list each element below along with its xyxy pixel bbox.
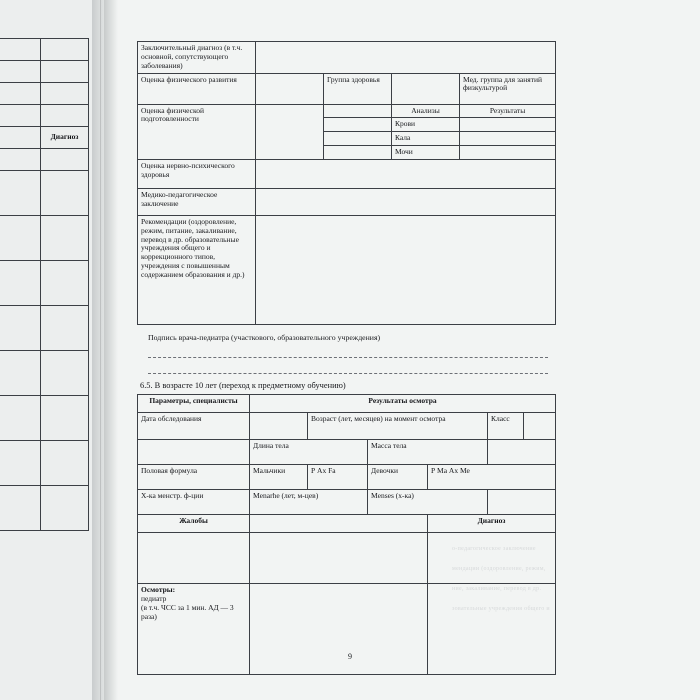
- label-body-length: Длина тела: [250, 440, 368, 465]
- label-menarhe: Menarhe (лет, м-цев): [250, 490, 368, 515]
- table-row: [138, 104, 556, 118]
- cell: [0, 105, 41, 127]
- cell-empty: [428, 533, 556, 584]
- signature-dashed-line-1: [148, 356, 548, 358]
- cell-empty: [138, 440, 250, 465]
- cell-empty: [460, 146, 556, 160]
- table-row: [0, 39, 89, 61]
- table-row: [138, 440, 556, 465]
- left-partial-table: [0, 38, 89, 531]
- table-row: [138, 413, 556, 440]
- table-row: [0, 441, 89, 486]
- cell-empty: [324, 104, 392, 118]
- cell: [41, 486, 89, 531]
- cell-empty: [460, 118, 556, 132]
- header-examination-results: Результаты осмотра: [250, 395, 556, 413]
- table-row: [0, 149, 89, 171]
- page-gutter-shadow: [104, 0, 118, 700]
- cell: [0, 39, 41, 61]
- table-row: [0, 351, 89, 396]
- cell-empty: [256, 215, 556, 324]
- table-row: [0, 83, 89, 105]
- label-blood: Крови: [392, 118, 460, 132]
- cell: [0, 351, 41, 396]
- table-row-header: [138, 515, 556, 533]
- cell-empty: [324, 132, 392, 146]
- header-parameters-specialists: Параметры, специалисты: [138, 395, 250, 413]
- label-boys: Мальчики: [250, 465, 308, 490]
- cell: [41, 83, 89, 105]
- bleed-through-text-1: о-педагогическое заключение: [452, 546, 536, 552]
- cell: [0, 127, 41, 149]
- cell: [41, 105, 89, 127]
- cell-empty: [324, 118, 392, 132]
- table-row: [138, 465, 556, 490]
- cell: [0, 83, 41, 105]
- label-girls-value: Р Ма Ах Ме: [428, 465, 556, 490]
- left-diagnosis-header: Диагноз: [41, 127, 89, 149]
- label-examinations-title: Осмотры:: [141, 585, 176, 594]
- cell: [41, 396, 89, 441]
- cell: [0, 149, 41, 171]
- cell: [41, 261, 89, 306]
- label-examinations-pediatrician: педиатр: [141, 593, 167, 603]
- row-label-final-diagnosis: Заключительный диагноз (в т.ч. основной, сопутствующего заболевания): [138, 42, 256, 74]
- cell-empty: [250, 515, 428, 533]
- row-label-exam-date: Дата обследования: [138, 413, 250, 440]
- label-body-mass: Масса тела: [368, 440, 488, 465]
- table-row: [0, 261, 89, 306]
- label-boys-value: Р Ах Fa: [308, 465, 368, 490]
- signature-dashed-line-2: [148, 372, 548, 374]
- section-title: 6.5. В возрасте 10 лет (переход к предметному обучению): [140, 381, 346, 390]
- label-girls: Девочки: [368, 465, 428, 490]
- table-row: [0, 171, 89, 216]
- cell: [41, 61, 89, 83]
- cell: [41, 171, 89, 216]
- label-menses: Menses (х-ка): [368, 490, 488, 515]
- label-health-group: Группа здоровья: [324, 73, 392, 104]
- table-row: [0, 396, 89, 441]
- cell-empty: [488, 490, 556, 515]
- cell-empty: [392, 73, 460, 104]
- label-age-at-exam: Возраст (лет, месяцев) на момент осмотра: [308, 413, 488, 440]
- cell-empty: [256, 73, 324, 104]
- cell: [41, 306, 89, 351]
- table-row: [0, 486, 89, 531]
- cell-empty: [256, 159, 556, 188]
- row-label-physical-fitness: Оценка физической подготовленности: [138, 104, 256, 159]
- table-row: [0, 61, 89, 83]
- cell-empty: [138, 533, 250, 584]
- cell: [41, 216, 89, 261]
- cell: [0, 441, 41, 486]
- table-row: [138, 159, 556, 188]
- label-feces: Кала: [392, 132, 460, 146]
- bleed-through-text-3: ние, закаливание, перевод в др.: [452, 586, 542, 592]
- cell-empty: [256, 104, 324, 159]
- row-label-physical-development: Оценка физического развития: [138, 73, 256, 104]
- table-row: [138, 533, 556, 584]
- header-complaints: Жалобы: [138, 515, 250, 533]
- cell: [0, 396, 41, 441]
- table-row: [0, 306, 89, 351]
- final-diagnosis-table: [137, 41, 556, 325]
- cell: [0, 261, 41, 306]
- cell: [0, 306, 41, 351]
- row-label-sexual-formula: Половая формула: [138, 465, 250, 490]
- label-examinations-note: (в т.ч. ЧСС за 1 мин. АД — 3 раза): [141, 602, 234, 621]
- cell-empty: [488, 440, 556, 465]
- cell: [0, 486, 41, 531]
- table-row-diagnosis-header: [0, 127, 89, 149]
- row-label-medical-pedagogical: Медико-педагогическое заключение: [138, 188, 256, 215]
- pediatrician-signature-label: Подпись врача-педиатра (участкового, образовательного учреждения): [148, 333, 381, 342]
- label-pe-group: Мед. группа для занятий физкультурой: [460, 73, 556, 104]
- label-results: Результаты: [460, 104, 556, 118]
- bleed-through-text-2: мендации (оздоровление, режим,: [452, 566, 546, 572]
- table-row: [138, 215, 556, 324]
- page-number: 9: [348, 652, 352, 661]
- table-row: [138, 188, 556, 215]
- table-row: [138, 73, 556, 104]
- cell: [41, 149, 89, 171]
- bleed-through-text-4: зовательные учреждения общего и: [452, 606, 550, 612]
- label-urine: Мочи: [392, 146, 460, 160]
- label-analyses: Анализы: [392, 104, 460, 118]
- cell-empty: [256, 42, 556, 74]
- cell-empty: [460, 132, 556, 146]
- cell-empty: [524, 413, 556, 440]
- row-label-menstrual-function: Х-ка менстр. ф-ции: [138, 490, 250, 515]
- cell: [41, 441, 89, 486]
- row-label-neuropsychic-health: Оценка нервно-психического здоровья: [138, 159, 256, 188]
- cell: [0, 171, 41, 216]
- cell-empty: [250, 533, 428, 584]
- cell-empty: [324, 146, 392, 160]
- cell: [0, 61, 41, 83]
- label-class: Класс: [488, 413, 524, 440]
- cell: [41, 351, 89, 396]
- cell-empty: [250, 413, 308, 440]
- table-row: [138, 490, 556, 515]
- age-10-examination-table: [137, 394, 556, 675]
- cell-empty: [256, 188, 556, 215]
- table-row: [0, 216, 89, 261]
- row-label-recommendations: Рекомендации (оздоровление, режим, питание, закаливание, перевод в др. образовательные учреждения общего и коррекционного типов, учреждения с повышенным содержанием образования и др.): [138, 215, 256, 324]
- left-page-fragment: [0, 0, 101, 700]
- cell: [0, 216, 41, 261]
- cell: [41, 39, 89, 61]
- table-row: [0, 105, 89, 127]
- header-diagnosis: Диагноз: [428, 515, 556, 533]
- table-row-header: [138, 395, 556, 413]
